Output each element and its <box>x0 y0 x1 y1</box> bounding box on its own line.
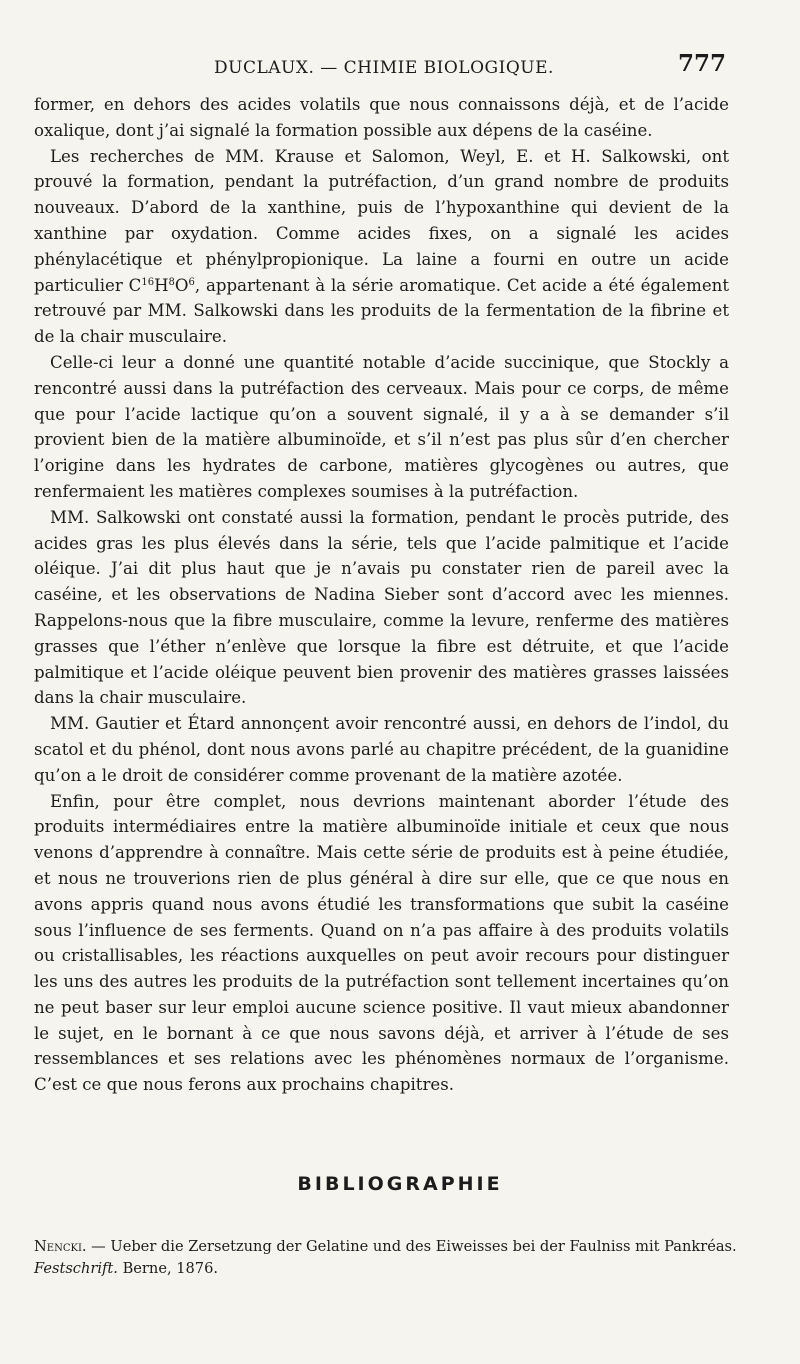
bibliography-title: BIBLIOGRAPHIE <box>297 1173 503 1195</box>
chemical-formula: $C^{16}H^8O^6$ <box>128 275 195 295</box>
paragraph-1: former, en dehors des acides volatils que nous connaissons déjà, et de l’acide oxalique, dont j’ai signalé la formation possible aux dépens de la caséine. <box>34 95 729 140</box>
page-number: 777 <box>677 50 726 77</box>
paragraph-4: MM. Salkowski ont constaté aussi la formation, pendant le procès putride, des acides gras les plus élevés dans la série, tels que l’acide palmitique et l’acide oléique. J’ai dit plus haut que je n’avais pu constater rien de pareil avec la caséine, et les observations de Nadina Sieber sont d’accord avec les miennes. Rappelons-nous que la fibre musculaire, comme la levure, renferme des matières grasses que l’éther n’enlève que lorsque la fibre est détruite, et que l’acide palmitique et l’acide oléique peuvent bien provenir des matières grasses laissées dans la chair musculaire. <box>34 507 729 708</box>
body-text <box>34 92 729 1098</box>
page-header <box>34 50 734 90</box>
paragraph-6: Enfin, pour être complet, nous devrions maintenant aborder l’étude des produits intermédiaires entre la matière albuminoïde initiale et ceux que nous venons d’apprendre à connaître. Mais cette série de produits est à peine étudiée, et nous ne trouverions rien de plus général à dire sur elle, que ce que nous en avons appris quand nous avons étudié les transformations que subit la caséine sous l’influence de ses ferments. Quand on n’a pas affaire à des produits volatils ou cristallisables, les réactions auxquelles on peut avoir recours pour distinguer les uns des autres les produits de la putréfaction sont tellement incertaines qu’on ne peut baser sur leur emploi aucune science positive. Il vaut mieux abandonner le sujet, en le bornant à ce que nous savons déjà, et arriver à l’étude de ses ressemblances et ses relations avec les phénomènes normaux de l’organisme. C’est ce que nous ferons aux prochains chapitres. <box>34 791 729 1095</box>
paragraph-2-text: Les recherches de MM. Krause et Salomon, Weyl, E. et H. Salkowski, ont prouvé la formation, pendant la putréfaction, d’un grand nombre de produits nouveaux. D’abord de la xanthine, puis de l’hypoxanthine qui devient de la xanthine par oxydation. Comme acides fixes, on a signalé les acides phénylacétique et phénylpropionique. La laine a fourni en outre un acide particulier <box>34 146 729 295</box>
paragraph-2-tail: , appartenant à la série aromatique. Cet acide a été également retrouvé par MM. Salkowski dans les produits de la fermentation de la fibrine et de la chair musculaire. <box>34 275 729 347</box>
paragraph-2 <box>34 144 729 350</box>
bibliography-journal: Festschrift. <box>34 1260 118 1277</box>
bibliography-text: — Ueber die Zersetzung der Gelatine und des Eiweisses bei der Faulniss mit Pankréas. <box>86 1238 737 1255</box>
paragraph-3: Celle-ci leur a donné une quantité notable d’acide succinique, que Stockly a rencontré aussi dans la putréfaction des cerveaux. Mais pour ce corps, de même que pour l’acide lactique qu’on a souvent signalé, il y a à se demander s’il provient bien de la matière albuminoïde, et s’il n’est pas plus sûr d’en chercher l’origine dans les hydrates de carbone, matières glycogènes ou autres, que renfermaient les matières complexes soumises à la putréfaction. <box>34 352 729 501</box>
bibliography-details: Berne, 1876. <box>117 1260 219 1277</box>
bibliography-author: Nencki. <box>34 1238 87 1255</box>
bibliography-entry <box>34 1236 744 1280</box>
paragraph-5: MM. Gautier et Étard annonçent avoir rencontré aussi, en dehors de l’indol, du scatol et du phénol, dont nous avons parlé au chapitre précédent, de la guanidine qu’on a le droit de considérer comme provenant de la matière azotée. <box>34 714 729 785</box>
running-title: DUCLAUX. — CHIMIE BIOLOGIQUE. <box>214 58 554 78</box>
